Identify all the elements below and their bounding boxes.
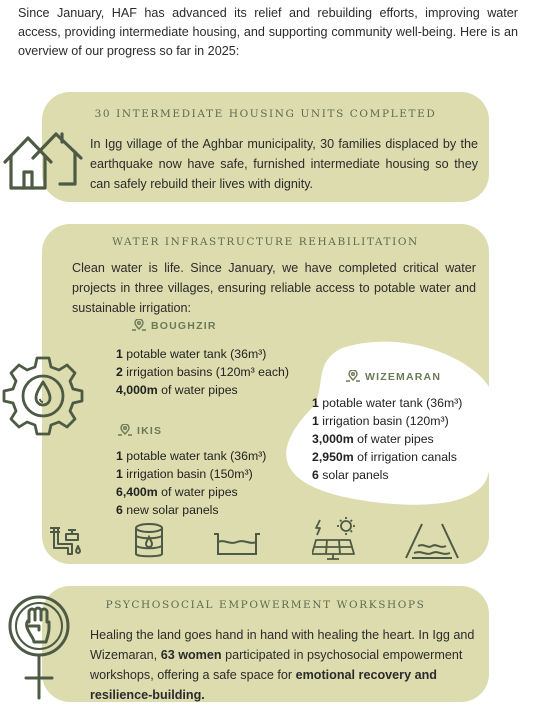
ikis-heading [116,424,162,438]
wizemaran-list [312,394,462,484]
gear-water-drop-icon [2,354,84,436]
irrigation-basin-icon [212,530,262,558]
list-item: 1 potable water tank (36m³) [312,396,463,410]
location-pin-icon [344,370,362,384]
boughzir-list [116,345,289,399]
water-text: Clean water is life. Since January, we have completed critical water projects in three villages, ensuring reliable access to potable water and sustainable irrigation: [72,261,476,315]
list-item: 2,950m of irrigation canals [312,450,457,464]
list-item: 1 irrigation basin (150m³) [116,467,253,481]
psychosocial-text: Healing the land goes hand in hand with healing the heart. In Igg and Wizemaran, 63 women participated in psychosocial empowerment workshops, offering a safe space for emotional recovery and resilience-building. [90,628,475,702]
women-empowerment-fist-icon [6,592,72,700]
housing-title: 30 INTERMEDIATE HOUSING UNITS COMPLETED [94,108,437,120]
list-item: 1 potable water tank (36m³) [116,449,267,463]
water-title: WATER INFRASTRUCTURE REHABILITATION [112,236,419,248]
ikis-name: IKIS [137,425,163,437]
housing-card [42,92,489,202]
location-pin-icon [130,319,148,333]
intro-paragraph: Since January, HAF has advanced its relief and rebuilding efforts, improving water access, providing intermediate housing, and supporting community well-being. Here is an overview of our progress so far in 2025: [18,6,518,58]
solar-panel-icon [312,516,360,560]
ikis-list [116,447,266,519]
list-item: 6,400m of water pipes [116,485,238,499]
list-item: 2 irrigation basins (120m³ each) [116,365,289,379]
list-item: 6 solar panels [312,468,389,482]
houses-icon [2,128,84,194]
wizemaran-heading [344,370,441,384]
list-item: 6 new solar panels [116,503,219,517]
pipe-faucet-icon [48,524,84,560]
water-tank-icon [132,522,166,560]
boughzir-heading [130,319,217,333]
psychosocial-title: PSYCHOSOCIAL EMPOWERMENT WORKSHOPS [105,599,426,611]
irrigation-canal-icon [404,522,460,560]
boughzir-name: BOUGHZIR [151,320,217,332]
location-pin-icon [116,424,134,438]
wizemaran-name: WIZEMARAN [365,371,442,383]
list-item: 1 irrigation basin (120m³) [312,414,449,428]
list-item: 3,000m of water pipes [312,432,434,446]
list-item: 4,000m of water pipes [116,383,238,397]
list-item: 1 potable water tank (36m³) [116,347,267,361]
psychosocial-card [42,586,489,702]
housing-text: In Igg village of the Aghbar municipality, 30 families displaced by the earthquake now have safe, furnished intermediate housing so they can safely rebuild their lives with dignity. [90,137,478,191]
